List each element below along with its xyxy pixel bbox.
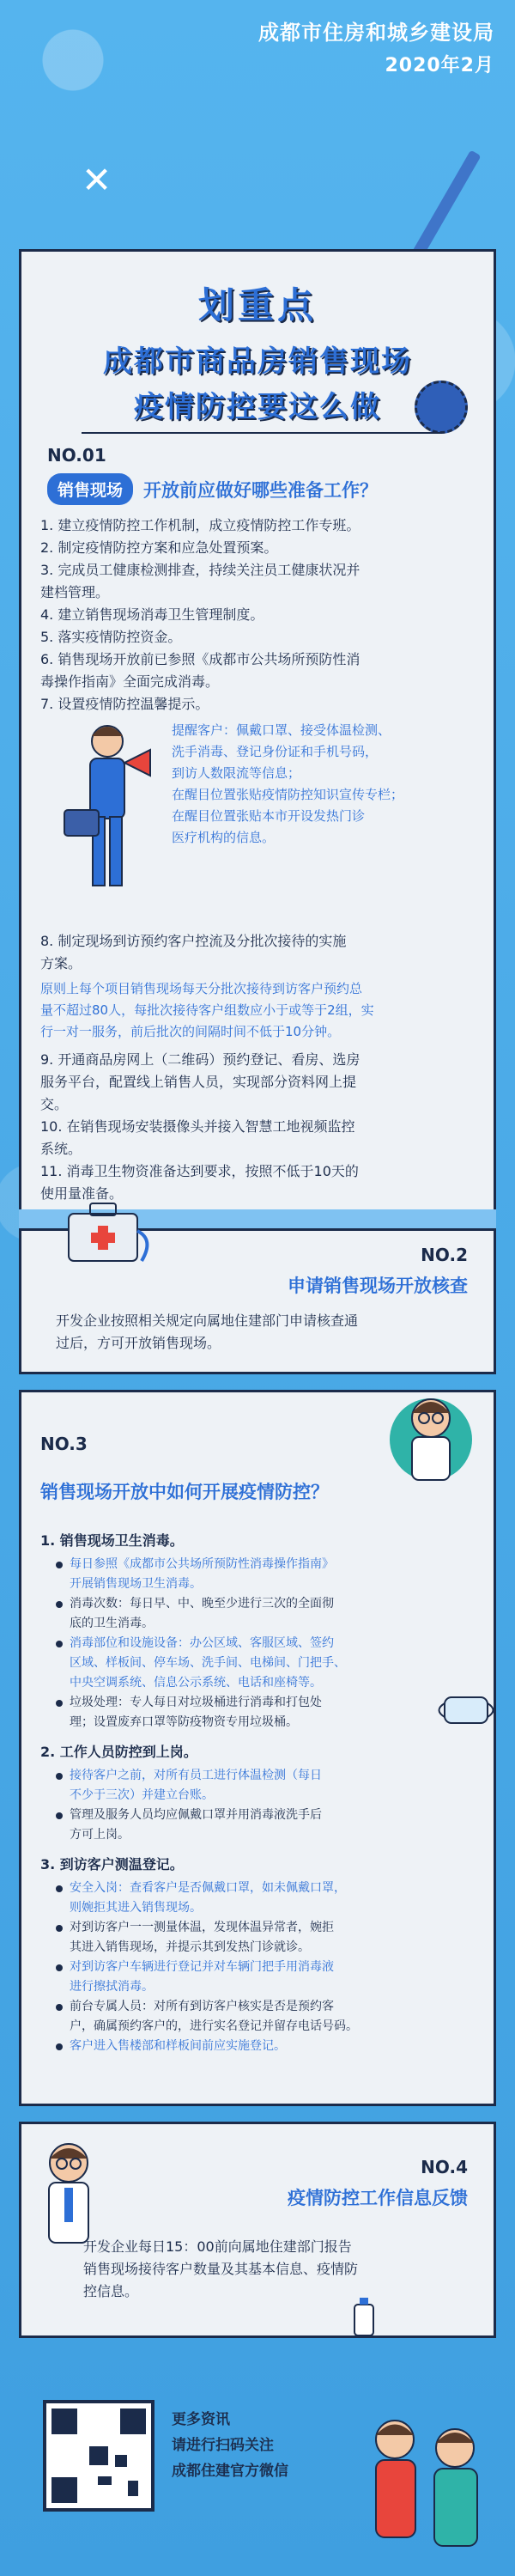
section4-body [83,2236,487,2303]
list-item: 9. 开通商品房网上（二维码）预约登记、看房、选房 [40,1051,360,1068]
section1-heading [47,473,378,505]
body-line: 开发企业按照相关规定向属地住建部门申请核查通 [56,1312,359,1329]
bullet-text: 接待客户之前，对所有员工进行体温检测（每日 [70,1769,322,1782]
header [258,15,494,77]
list-item: 2. 制定疫情防控方案和应急处置预案。 [40,539,278,556]
body-line: 过后，方可开放销售现场。 [56,1335,221,1351]
bullet-text: 户，确属预约客户的，进行实名登记并留存电话号码。 [70,2019,358,2033]
section4-num: NO.4 [421,2157,468,2177]
note-line: 行一对一服务，前后批次的间隔时间不低于10分钟。 [40,1024,341,1039]
bullet-text: 其进入销售现场，并提示其到发热门诊就诊。 [70,1940,310,1954]
footer-text [172,2407,288,2484]
section2-title: 申请销售现场开放核查 [288,1276,468,1296]
bullet-item [52,1555,470,1594]
tip-line: 在醒目位置张贴本市开设发热门诊 [172,808,366,824]
divider [82,432,442,434]
virus-icon [415,381,468,434]
list-item: 服务平台，配置线上销售人员，实现部分资料网上提 [40,1074,357,1090]
list-item: 系统。 [40,1141,82,1157]
section-control-card [19,1390,496,2106]
sanitizer-icon [330,2296,399,2339]
tip-line: 提醒客户：佩戴口罩、接受体温检测、 [172,722,391,738]
footer-line: 请进行扫码关注 [172,2437,274,2454]
tip-line: 在醒目位置张贴疫情防控知识宣传专栏； [172,787,404,802]
list-item: 7. 设置疫情防控温馨提示。 [40,696,209,712]
tip-line: 到访人数限流等信息； [172,765,301,781]
list-item: 10. 在销售现场安装摄像头并接入智慧工地视频监控 [40,1118,355,1135]
section1-note [40,978,482,1043]
section3-content [40,1521,470,2056]
footer-line: 成都住建官方微信 [172,2463,288,2480]
bullet-item [52,1918,470,1958]
list-item: 6. 销售现场开放前已参照《成都市公共场所预防性消 [40,651,360,667]
bullet-item [52,1634,470,1693]
section4-title: 疫情防控工作信息反馈 [288,2188,468,2208]
body-line: 销售现场接待客户数量及其基本信息、疫情防 [83,2261,359,2277]
section3-title: 销售现场开放中如何开展疫情防控？ [40,1482,329,1502]
bullet-item [52,2037,470,2056]
section1-num-text: NO.01 [47,445,106,466]
section1-list [40,515,478,716]
doctor-illustration [384,1384,478,1487]
org-name: 成都市住房和城乡建设局 [258,21,494,45]
section2-num: NO.2 [421,1245,468,1265]
bullet-text: 客户进入售楼部和样板间前应实施登记。 [70,2039,286,2053]
bullet-text: 消毒次数：每日早、中、晚至少进行三次的全面彻 [70,1597,334,1611]
bullet-text: 开展销售现场卫生消毒。 [70,1577,202,1591]
bullet-text: 方可上岗。 [70,1828,130,1842]
body-line: 开发企业每日15：00前向属地住建部门报告 [83,2238,352,2255]
list-item: 使用量准备。 [40,1185,124,1202]
face-mask-icon [432,1684,500,1736]
footer [0,2371,515,2576]
section-review-card [19,1228,496,1374]
title-line-2: 疫情防控要这么做 [134,390,381,424]
body-line: 控信息。 [83,2283,139,2299]
section-feedback-card [19,2122,496,2338]
bullet-text: 不少于三次）并建立台账。 [70,1788,214,1802]
section2-body [56,1310,476,1355]
footer-line: 更多资讯 [172,2411,230,2428]
bullet-item [52,1997,470,2037]
bullet-item [52,1693,470,1733]
publish-date: 2020年2月 [385,55,494,76]
list-item: 1. 建立疫情防控工作机制，成立疫情防控工作专班。 [40,517,360,533]
emphasis-title: 划重点 [197,284,317,326]
bullet-text: 对到访客户车辆进行登记并对车辆门把手用消毒液 [70,1960,334,1974]
list-item: 3. 完成员工健康检测排查，持续关注员工健康状况并 [40,562,360,578]
list-item: 4. 建立销售现场消毒卫生管理制度。 [40,606,264,623]
bullet-item [52,1958,470,1997]
section1-list-2 [40,930,478,975]
medical-staff-illustration [352,2388,498,2560]
bullet-text: 理；设置废弃口罩等防疫物资专用垃圾桶。 [70,1715,298,1729]
sub-heading: 1. 销售现场卫生消毒。 [40,1532,184,1549]
list-item: 11. 消毒卫生物资准备达到要求，按照不低于10天的 [40,1163,359,1179]
cross-decoration: ✕ [82,159,112,201]
bullet-item [52,1806,470,1845]
bullet-text: 每日参照《成都市公共场所预防性消毒操作指南》 [70,1557,334,1571]
sub-heading: 2. 工作人员防控到上岗。 [40,1744,197,1760]
tip-line: 医疗机构的信息。 [172,830,276,845]
bullet-text: 安全入岗：查看客户是否佩戴口罩，如未佩戴口罩， [70,1881,346,1895]
title-line-1: 成都市商品房销售现场 [103,344,412,379]
bullet-text: 中央空调系统、信息公示系统、电话和座椅等。 [70,1676,322,1690]
list-item: 5. 落实疫情防控资金。 [40,629,182,645]
bullet-text: 对到访客户一一测量体温，发现体温异常者，婉拒 [70,1921,334,1934]
bullet-item [52,1766,470,1806]
qr-code[interactable] [43,2400,154,2512]
sub-heading: 3. 到访客户测温登记。 [40,1856,184,1873]
list-item: 方案。 [40,955,82,971]
staff-megaphone-illustration [60,716,163,896]
section-prep-card [19,249,496,1209]
bullet-item [52,1594,470,1634]
bullet-text: 管理及服务人员均应佩戴口罩并用消毒液洗手后 [70,1808,322,1822]
note-line: 原则上每个项目销售现场每天分批次接待到访客户预约总 [40,981,363,996]
section1-list-3 [40,1049,482,1205]
bullet-text: 前台专属人员：对所有到访客户核实是否是预约客 [70,2000,334,2013]
list-item: 建档管理。 [40,584,110,600]
list-item: 交。 [40,1096,69,1112]
doctor-avatar-illustration [30,2133,107,2253]
bullet-item [52,1879,470,1918]
section1-number [47,445,106,466]
bullet-text: 进行擦拭消毒。 [70,1980,154,1994]
section1-tag: 销售现场 [47,473,133,505]
section1-question: 开放前应做好哪些准备工作？ [143,479,379,501]
section3-num: NO.3 [40,1434,88,1454]
bullet-text: 垃圾处理：专人每日对垃圾桶进行消毒和打包处 [70,1696,322,1709]
tips-box [172,720,489,849]
list-item: 8. 制定现场到访预约客户控流及分批次接待的实施 [40,933,347,949]
bullet-text: 区域、样板间、停车场、洗手间、电梯间、门把手、 [70,1656,346,1670]
tip-line: 洗手消毒、登记身份证和手机号码， [172,744,379,759]
bullet-list-3 [40,1879,470,2056]
note-line: 量不超过80人，每批次接待客户组数应小于或等于2组，实 [40,1002,374,1018]
bullet-text: 则婉拒其进入销售现场。 [70,1901,202,1915]
bullet-list-1 [40,1555,470,1733]
first-aid-kit-icon [60,1197,154,1274]
bullet-text: 底的卫生消毒。 [70,1617,154,1630]
bullet-text: 消毒部位和设施设备：办公区域、客服区域、签约 [70,1636,334,1650]
list-item: 毒操作指南》全面完成消毒。 [40,673,220,690]
bullet-list-2 [40,1766,470,1845]
